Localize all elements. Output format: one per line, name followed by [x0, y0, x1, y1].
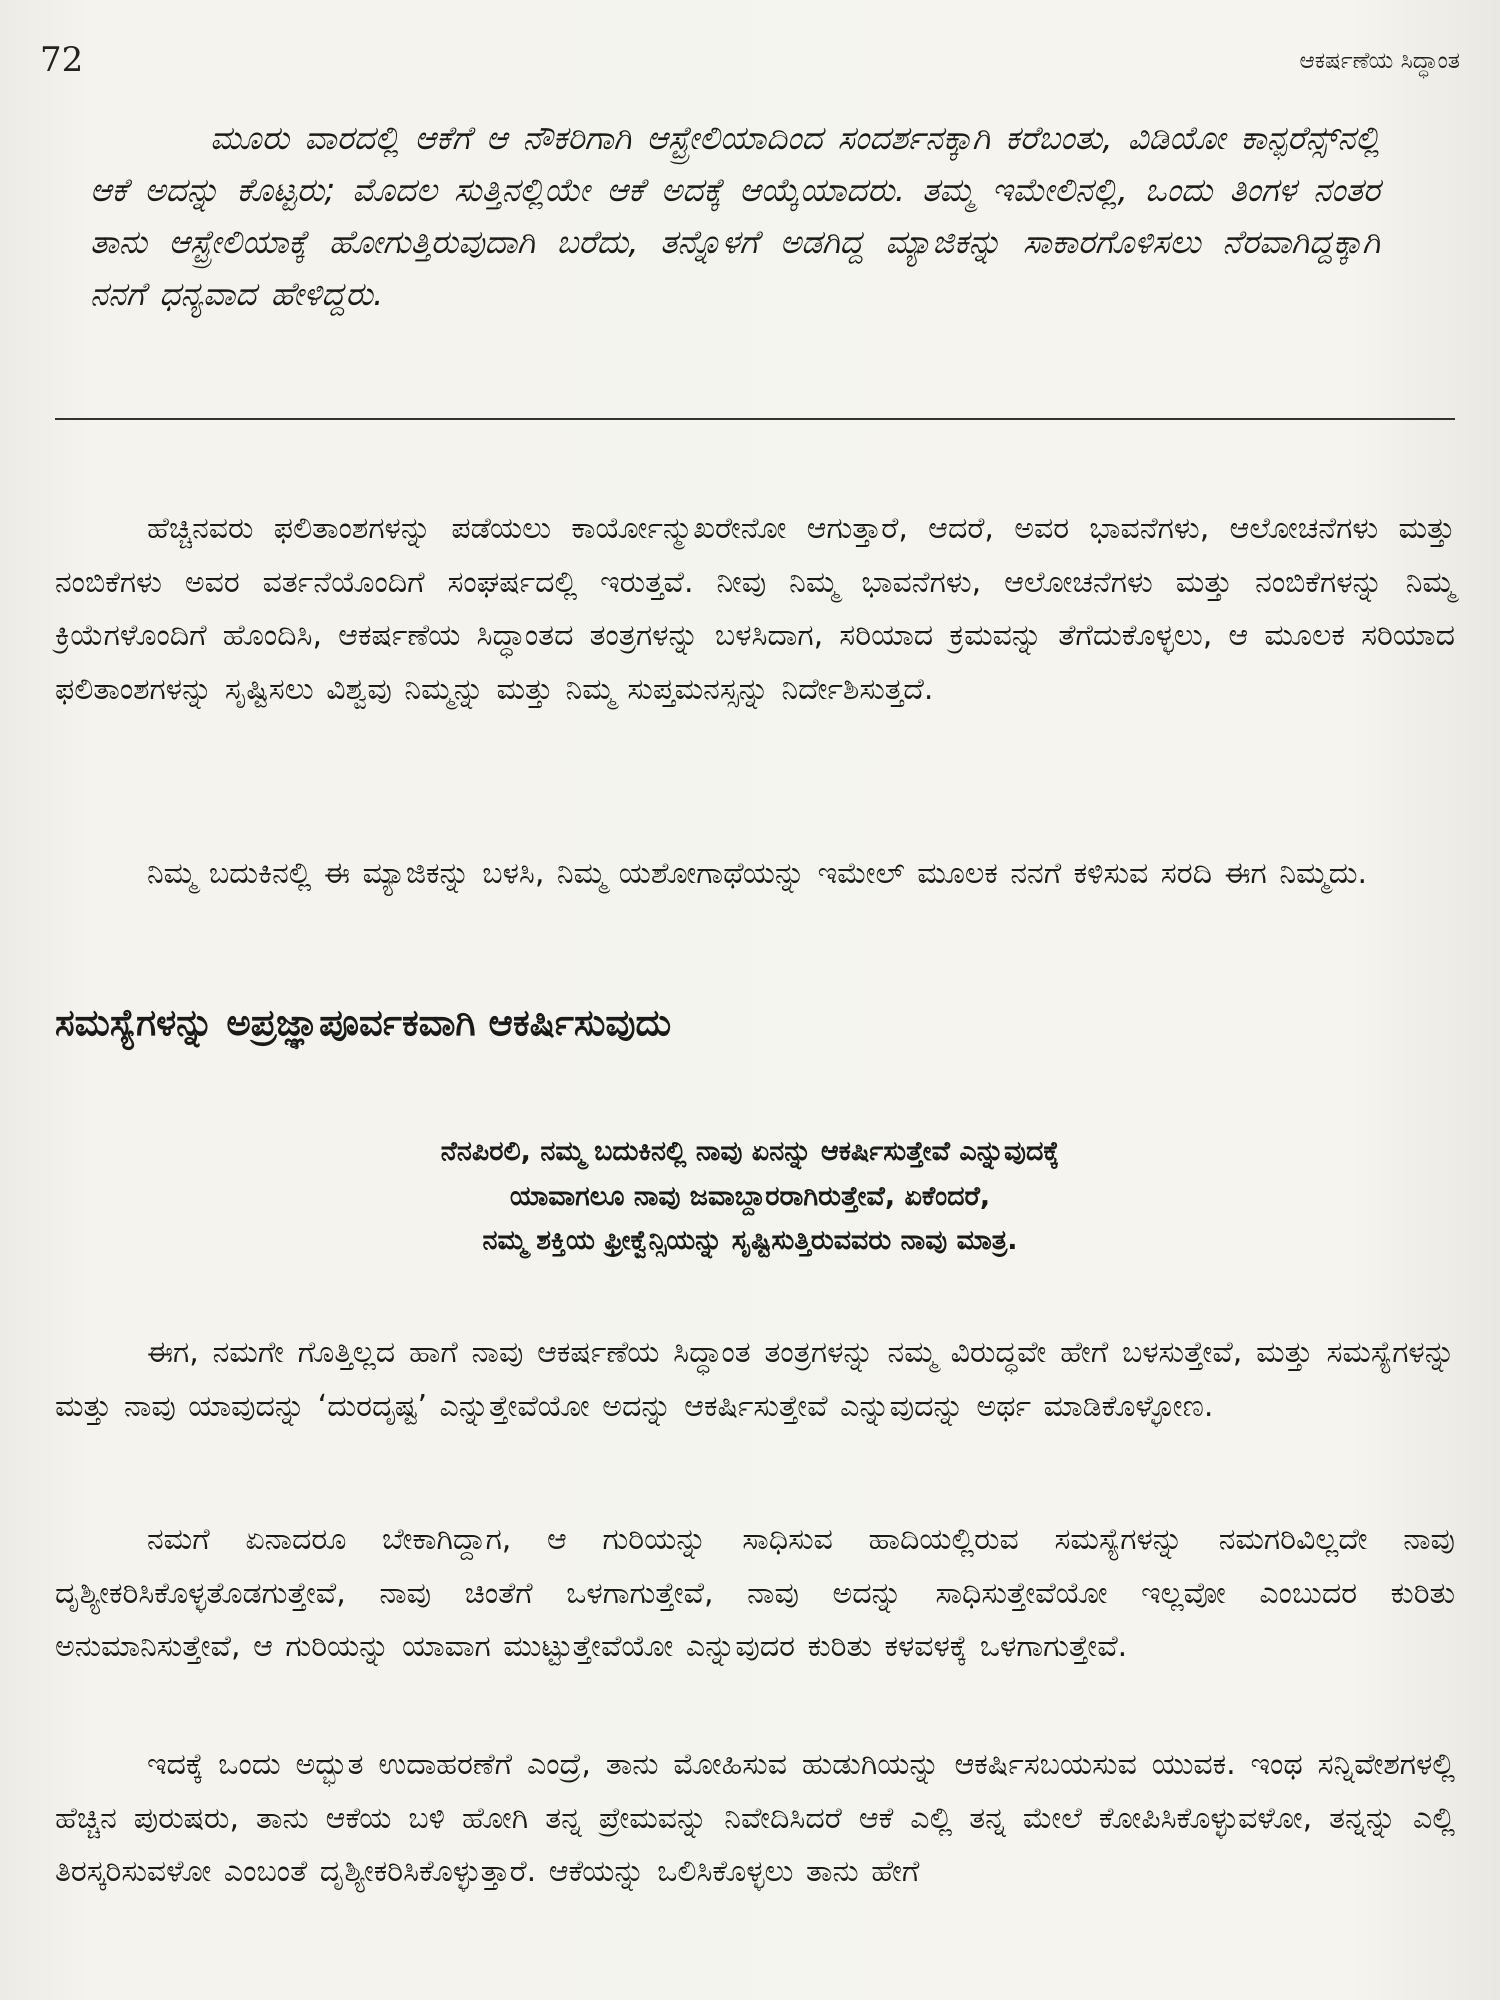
quote-line-1: ನೆನಪಿರಲಿ, ನಮ್ಮ ಬದುಕಿನಲ್ಲಿ ನಾವು ಏನನ್ನು ಆಕರ್ಷಿಸುತ್ತೇವೆ ಎನ್ನುವುದಕ್ಕೆ [440, 1136, 1060, 1167]
pull-quote [100, 1130, 1400, 1264]
running-head: ಆಕರ್ಷಣೆಯ ಸಿದ್ಧಾಂತ [1299, 48, 1460, 74]
body-paragraph-2 [55, 847, 1455, 901]
body-paragraph-1 [55, 502, 1455, 716]
section-divider [55, 418, 1455, 420]
body-paragraph-4 [55, 1513, 1455, 1674]
page-number: 72 [40, 40, 84, 80]
section-heading: ಸಮಸ್ಯೆಗಳನ್ನು ಅಪ್ರಜ್ಞಾಪೂರ್ವಕವಾಗಿ ಆಕರ್ಷಿಸುವುದು [55, 1001, 672, 1044]
body-paragraph-5 [55, 1738, 1455, 1899]
paragraph-text: ನಿಮ್ಮ ಬದುಕಿನಲ್ಲಿ ಈ ಮ್ಯಾಜಿಕನ್ನು ಬಳಸಿ, ನಿಮ್ಮ ಯಶೋಗಾಥೆಯನ್ನು ಇಮೇಲ್ ಮೂಲಕ ನನಗೆ ಕಳಿಸುವ ಸರದಿ ಈಗ ನಿಮ್ಮದು. [147, 856, 1368, 891]
paragraph-text: ಹೆಚ್ಚಿನವರು ಫಲಿತಾಂಶಗಳನ್ನು ಪಡೆಯಲು ಕಾರ್ಯೋನ್ಮುಖರೇನೋ ಆಗುತ್ತಾರೆ, ಆದರೆ, ಅವರ ಭಾವನೆಗಳು, ಆಲೋಚನೆಗಳು ಮತ್ತು ನಂಬಿಕೆಗಳು ಅವರ ವರ್ತನೆಯೊಂದಿಗೆ ಸಂಘರ್ಷದಲ್ಲಿ ಇರುತ್ತವೆ. ನೀವು ನಿಮ್ಮ ಭಾವನೆಗಳು, ಆಲೋಚನೆಗಳು ಮತ್ತು ನಂಬಿಕೆಗಳನ್ನು ನಿಮ್ಮ ಕ್ರಿಯೆಗಳೊಂದಿಗೆ ಹೊಂದಿಸಿ, ಆಕರ್ಷಣೆಯ ಸಿದ್ಧಾಂತದ ತಂತ್ರಗಳನ್ನು ಬಳಸಿದಾಗ, ಸರಿಯಾದ ಕ್ರಮವನ್ನು ತೆಗೆದುಕೊಳ್ಳಲು, ಆ ಮೂಲಕ ಸರಿಯಾದ ಫಲಿತಾಂಶಗಳನ್ನು ಸೃಷ್ಟಿಸಲು ವಿಶ್ವವು ನಿಮ್ಮನ್ನು ಮತ್ತು ನಿಮ್ಮ ಸುಪ್ತಮನಸ್ಸನ್ನು ನಿರ್ದೇಶಿಸುತ್ತದೆ. [55, 511, 1455, 707]
quote-line-3: ನಮ್ಮ ಶಕ್ತಿಯ ಫ್ರೀಕ್ವೆನ್ಸಿಯನ್ನು ಸೃಷ್ಟಿಸುತ್ತಿರುವವರು ನಾವು ಮಾತ್ರ. [482, 1225, 1018, 1256]
paragraph-text: ಇದಕ್ಕೆ ಒಂದು ಅದ್ಭುತ ಉದಾಹರಣೆಗೆ ಎಂದ್ರೆ, ತಾನು ಮೋಹಿಸುವ ಹುಡುಗಿಯನ್ನು ಆಕರ್ಷಿಸಬಯಸುವ ಯುವಕ. ಇಂಥ ಸನ್ನಿವೇಶಗಳಲ್ಲಿ ಹೆಚ್ಚಿನ ಪುರುಷರು, ತಾನು ಆಕೆಯ ಬಳಿ ಹೋಗಿ ತನ್ನ ಪ್ರೇಮವನ್ನು ನಿವೇದಿಸಿದರೆ ಆಕೆ ಎಲ್ಲಿ ತನ್ನ ಮೇಲೆ ಕೋಪಿಸಿಕೊಳ್ಳುವಳೋ, ತನ್ನನ್ನು ಎಲ್ಲಿ ತಿರಸ್ಕರಿಸುವಳೋ ಎಂಬಂತೆ ದೃಶ್ಯೀಕರಿಸಿಕೊಳ್ಳುತ್ತಾರೆ. ಆಕೆಯನ್ನು ಒಲಿಸಿಕೊಳ್ಳಲು ತಾನು ಹೇಗೆ [55, 1747, 1455, 1889]
paragraph-text: ನಮಗೆ ಏನಾದರೂ ಬೇಕಾಗಿದ್ದಾಗ, ಆ ಗುರಿಯನ್ನು ಸಾಧಿಸುವ ಹಾದಿಯಲ್ಲಿರುವ ಸಮಸ್ಯೆಗಳನ್ನು ನಮಗರಿವಿಲ್ಲದೇ ನಾವು ದೃಶ್ಯೀಕರಿಸಿಕೊಳ್ಳತೊಡಗುತ್ತೇವೆ, ನಾವು ಚಿಂತೆಗೆ ಒಳಗಾಗುತ್ತೇವೆ, ನಾವು ಅದನ್ನು ಸಾಧಿಸುತ್ತೇವೆಯೋ ಇಲ್ಲವೋ ಎಂಬುದರ ಕುರಿತು ಅನುಮಾನಿಸುತ್ತೇವೆ, ಆ ಗುರಿಯನ್ನು ಯಾವಾಗ ಮುಟ್ಟುತ್ತೇವೆಯೋ ಎನ್ನುವುದರ ಕುರಿತು ಕಳವಳಕ್ಕೆ ಒಳಗಾಗುತ್ತೇವೆ. [55, 1522, 1455, 1664]
paragraph-text: ಈಗ, ನಮಗೇ ಗೊತ್ತಿಲ್ಲದ ಹಾಗೆ ನಾವು ಆಕರ್ಷಣೆಯ ಸಿದ್ಧಾಂತ ತಂತ್ರಗಳನ್ನು ನಮ್ಮ ವಿರುದ್ಧವೇ ಹೇಗೆ ಬಳಸುತ್ತೇವೆ, ಮತ್ತು ಸಮಸ್ಯೆಗಳನ್ನು ಮತ್ತು ನಾವು ಯಾವುದನ್ನು ‘ದುರದೃಷ್ಟ’ ಎನ್ನುತ್ತೇವೆಯೋ ಅದನ್ನು ಆಕರ್ಷಿಸುತ್ತೇವೆ ಎನ್ನುವುದನ್ನು ಅರ್ಥ ಮಾಡಿಕೊಳ್ಳೋಣ. [55, 1335, 1455, 1424]
quote-line-2: ಯಾವಾಗಲೂ ನಾವು ಜವಾಬ್ದಾರರಾಗಿರುತ್ತೇವೆ, ಏಕೆಂದರೆ, [509, 1180, 991, 1212]
page-header [40, 40, 1460, 100]
body-paragraph-3 [55, 1326, 1455, 1433]
story-box [90, 112, 1380, 320]
story-paragraph: ಮೂರು ವಾರದಲ್ಲಿ ಆಕೆಗೆ ಆ ನೌಕರಿಗಾಗಿ ಆಸ್ಟ್ರೇಲಿಯಾದಿಂದ ಸಂದರ್ಶನಕ್ಕಾಗಿ ಕರೆಬಂತು, ವಿಡಿಯೋ ಕಾನ್ಫರೆನ್ಸ್‌ನಲ್ಲಿ ಆಕೆ ಅದನ್ನು ಕೊಟ್ಟರು; ಮೊದಲ ಸುತ್ತಿನಲ್ಲಿಯೇ ಆಕೆ ಅದಕ್ಕೆ ಆಯ್ಕೆಯಾದರು. ತಮ್ಮ ಇಮೇಲಿನಲ್ಲಿ, ಒಂದು ತಿಂಗಳ ನಂತರ ತಾನು ಆಸ್ಟ್ರೇಲಿಯಾಕ್ಕೆ ಹೋಗುತ್ತಿರುವುದಾಗಿ ಬರೆದು, ತನ್ನೊಳಗೆ ಅಡಗಿದ್ದ ಮ್ಯಾಜಿಕನ್ನು ಸಾಕಾರಗೊಳಿಸಲು ನೆರವಾಗಿದ್ದಕ್ಕಾಗಿ ನನಗೆ ಧನ್ಯವಾದ ಹೇಳಿದ್ದರು. [90, 119, 1380, 313]
